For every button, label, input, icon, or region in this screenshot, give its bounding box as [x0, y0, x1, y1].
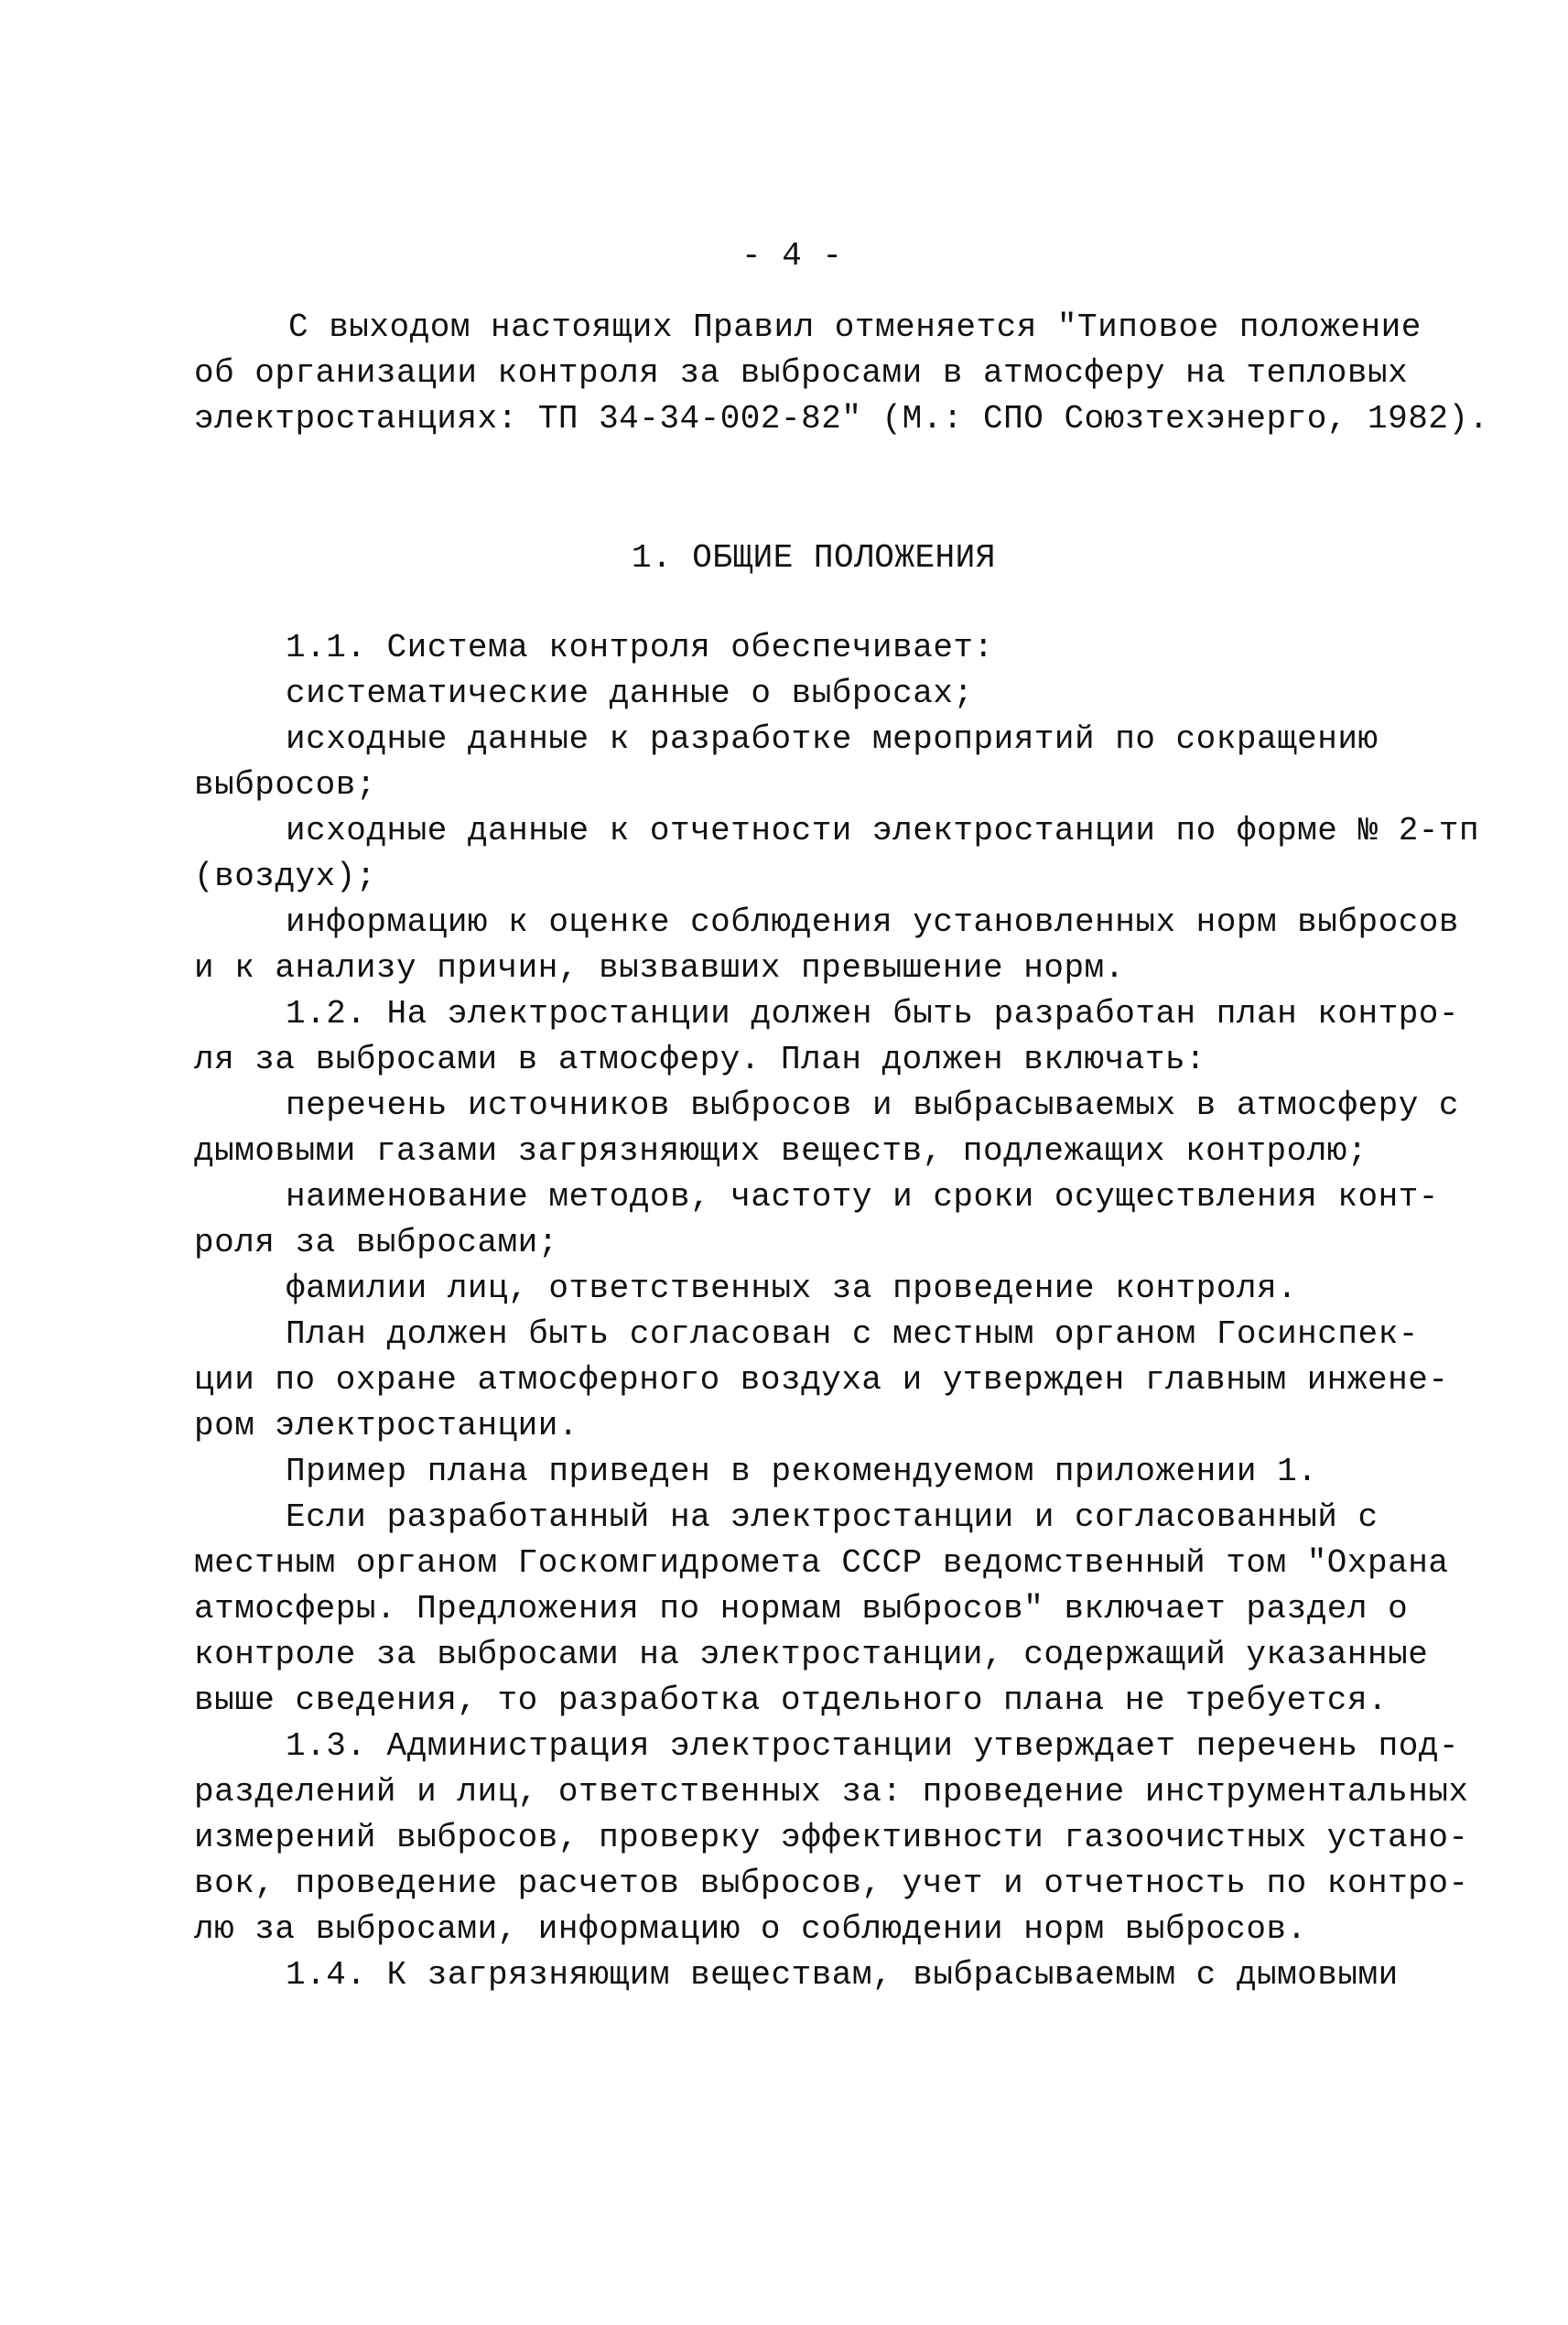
body-line: 1.1. Система контроля обеспечивает:	[286, 629, 994, 666]
body-line: вок, проведение расчетов выбросов, учет и отчетность по контро-	[194, 1865, 1469, 1902]
body-line: атмосферы. Предложения по нормам выбросов" включает раздел о	[194, 1590, 1409, 1628]
body-line: и к анализу причин, вызвавших превышение норм.	[194, 949, 1125, 987]
body-line: контроле за выбросами на электростанции, содержащий указанные	[194, 1636, 1429, 1673]
section-title: 1. ОБЩИЕ ПОЛОЖЕНИЯ	[632, 539, 996, 577]
body-line: ции по охране атмосферного воздуха и утвержден главным инжене-	[194, 1361, 1449, 1399]
body-line: исходные данные к разработке мероприятий по сокращению	[286, 720, 1379, 758]
page-number: - 4 -	[741, 237, 843, 275]
intro-line: С выходом настоящих Правил отменяется "Типовое положение	[288, 308, 1422, 346]
body-line: ля за выбросами в атмосферу. План должен включать:	[194, 1041, 1206, 1078]
body-line: систематические данные о выбросах;	[286, 675, 974, 712]
body-line: роля за выбросами;	[194, 1224, 558, 1261]
body-line: лю за выбросами, информацию о соблюдении норм выбросов.	[194, 1910, 1307, 1948]
body-line: измерений выбросов, проверку эффективности газоочистных устано-	[194, 1819, 1469, 1856]
intro-line: электростанциях: ТП 34-34-002-82" (М.: СПО Союзтехэнерго, 1982).	[194, 400, 1489, 438]
body-line: ром электростанции.	[194, 1407, 579, 1444]
body-line: дымовыми газами загрязняющих веществ, подлежащих контролю;	[194, 1132, 1368, 1170]
body-line: Пример плана приведен в рекомендуемом приложении 1.	[286, 1453, 1318, 1490]
body-line: исходные данные к отчетности электростанции по форме № 2-тп	[286, 812, 1480, 849]
intro-line: об организации контроля за выбросами в атмосферу на тепловых	[194, 354, 1409, 392]
body-line: наименование методов, частоту и сроки осуществления конт-	[286, 1178, 1439, 1216]
body-line: (воздух);	[194, 858, 376, 895]
body-line: 1.3. Администрация электростанции утверждает перечень под-	[286, 1727, 1460, 1765]
body-line: 1.4. К загрязняющим веществам, выбрасываемым с дымовыми	[286, 1956, 1399, 1994]
body-line: разделений и лиц, ответственных за: проведение инструментальных	[194, 1773, 1469, 1811]
body-line: План должен быть согласован с местным органом Госинспек-	[286, 1315, 1419, 1353]
body-line: выбросов;	[194, 766, 376, 804]
body-line: местным органом Госкомгидромета СССР ведомственный том "Охрана	[194, 1544, 1449, 1582]
body-line: Если разработанный на электростанции и согласованный с	[286, 1498, 1379, 1536]
body-line: перечень источников выбросов и выбрасываемых в атмосферу с	[286, 1087, 1460, 1124]
body-line: информацию к оценке соблюдения установленных норм выбросов	[286, 903, 1460, 941]
body-line: фамилии лиц, ответственных за проведение контроля.	[286, 1270, 1298, 1307]
body-line: 1.2. На электростанции должен быть разработан план контро-	[286, 995, 1460, 1033]
body-line: выше сведения, то разработка отдельного плана не требуется.	[194, 1682, 1389, 1719]
